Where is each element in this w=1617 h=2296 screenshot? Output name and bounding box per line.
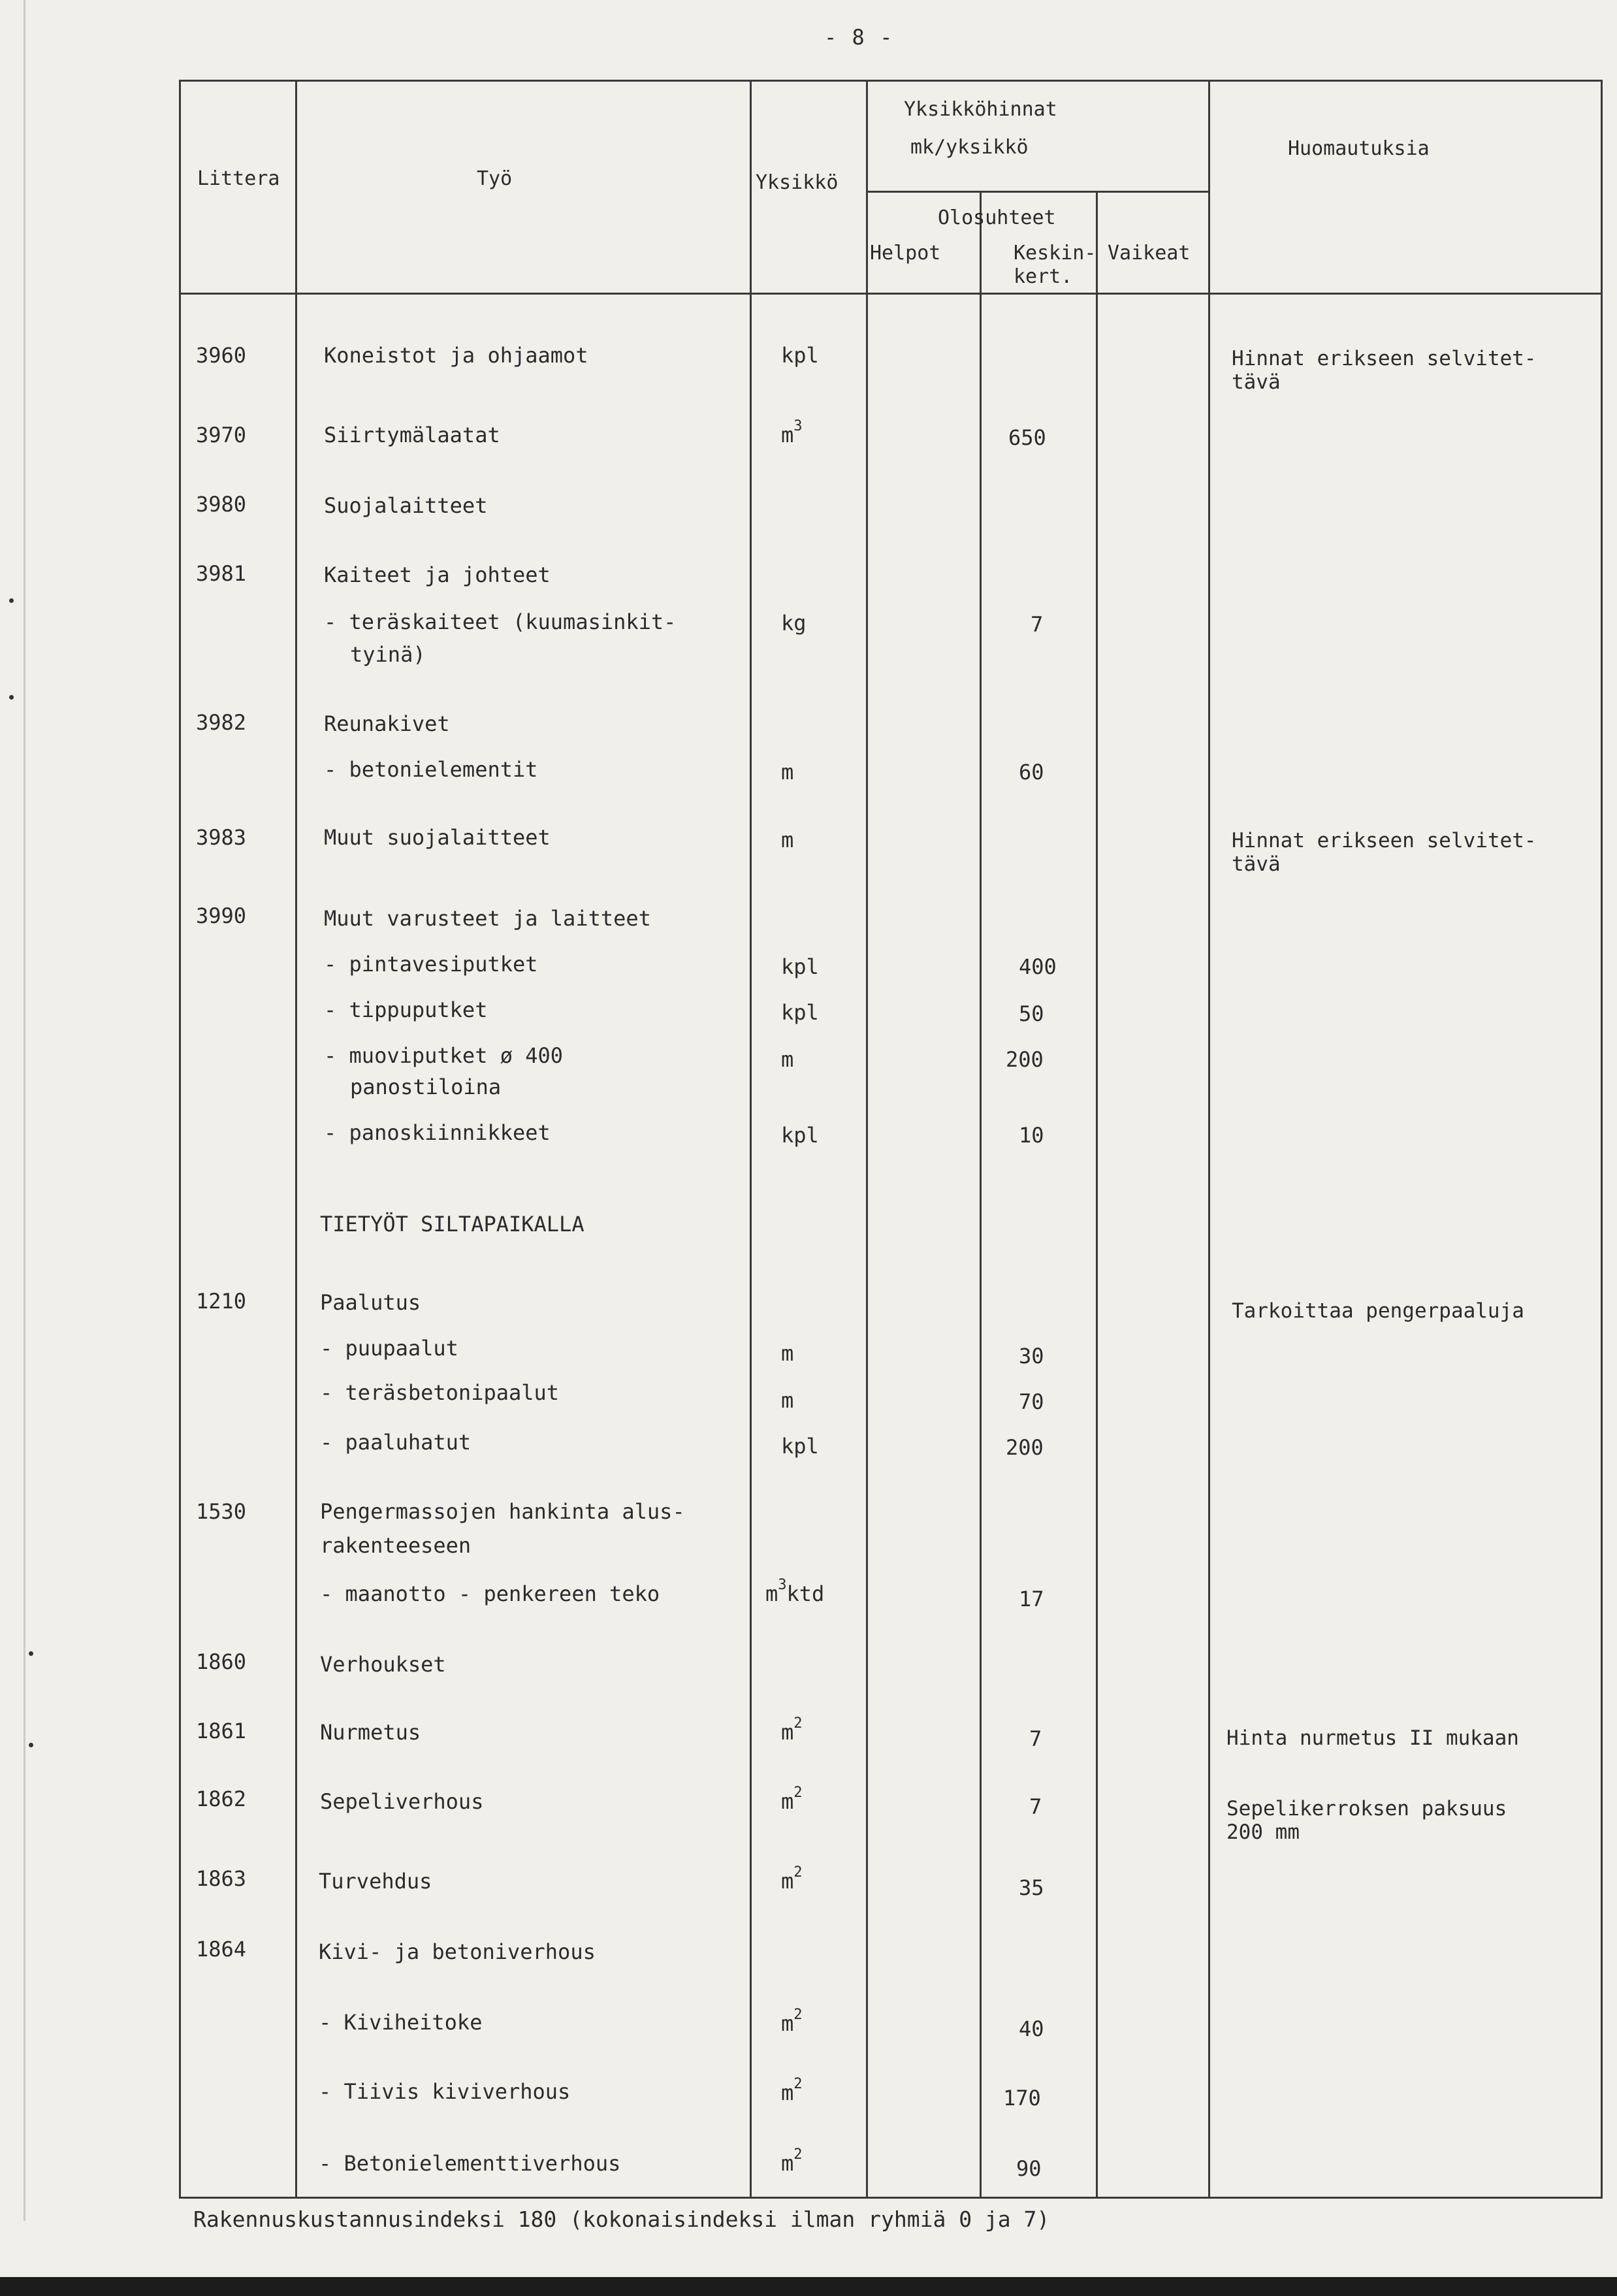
row-price: 35 xyxy=(1019,1875,1044,1900)
row-unit: $m^2$ xyxy=(781,2007,803,2036)
row-price: 200 xyxy=(1006,1047,1044,1072)
row-code: 3982 xyxy=(196,710,247,735)
header-tyo: Työ xyxy=(477,167,513,190)
row-work: Nurmetus xyxy=(320,1720,421,1745)
row-code: 3981 xyxy=(196,561,247,586)
row-unit: kpl xyxy=(781,343,819,368)
row-work: - panoskiinnikkeet xyxy=(324,1120,551,1145)
row-work: - teräskaiteet (kuumasinkit- xyxy=(324,609,677,634)
row-work: - muoviputket ø 400 xyxy=(324,1043,564,1068)
row-code: 3960 xyxy=(196,343,247,368)
row-note: Tarkoittaa pengerpaaluja xyxy=(1232,1299,1524,1323)
row-work: Kaiteet ja johteet xyxy=(324,562,551,587)
row-unit: $m^2$ xyxy=(781,1715,803,1745)
row-price: 17 xyxy=(1019,1587,1044,1611)
punch-mark xyxy=(29,1651,33,1656)
row-price: 70 xyxy=(1019,1389,1044,1414)
row-work: - Kiviheitoke xyxy=(319,2010,483,2035)
punch-mark xyxy=(29,1743,33,1747)
row-unit: m xyxy=(781,760,794,784)
row-work: - puupaalut xyxy=(320,1336,458,1361)
row-code: 1861 xyxy=(196,1719,247,1743)
header-yksikkohinnat: Yksikköhinnat xyxy=(904,98,1057,121)
row-work: - tippuputket xyxy=(324,997,488,1022)
row-unit: m xyxy=(781,1047,794,1072)
row-price: 60 xyxy=(1019,760,1044,784)
row-note: Hinnat erikseen selvitet- xyxy=(1232,829,1537,852)
row-price: 10 xyxy=(1019,1123,1044,1148)
row-price: 650 xyxy=(1008,425,1046,450)
row-work: - Betonielementtiverhous xyxy=(319,2151,621,2176)
row-code: 1863 xyxy=(196,1866,247,1891)
row-note: tävä xyxy=(1232,370,1281,394)
row-work: Verhoukset xyxy=(320,1652,446,1677)
row-work: - pintavesiputket xyxy=(324,952,538,977)
header-vaikeat: Vaikeat xyxy=(1108,242,1191,265)
row-work: Pengermassojen hankinta alus- xyxy=(320,1499,685,1524)
header-littera: Littera xyxy=(197,167,280,190)
row-unit: m xyxy=(781,1341,794,1366)
row-work: tyinä) xyxy=(350,642,426,667)
row-code: 3980 xyxy=(196,492,247,517)
row-unit: kpl xyxy=(781,1434,819,1459)
row-price: 7 xyxy=(1029,1726,1042,1751)
row-note: tävä xyxy=(1232,852,1281,876)
row-unit: $m^3ktd$ xyxy=(765,1577,825,1606)
row-work: Siirtymälaatat xyxy=(324,423,500,447)
header-yksikko: Yksikkö xyxy=(756,171,839,194)
row-work: Turvehdus xyxy=(319,1869,432,1894)
header-helpot: Helpot xyxy=(870,242,941,265)
row-price: 7 xyxy=(1031,612,1044,637)
row-price: 170 xyxy=(1003,2086,1041,2110)
row-note: 200 mm xyxy=(1226,1820,1300,1844)
header-kert: kert. xyxy=(1014,265,1073,288)
row-work: panostiloina xyxy=(350,1075,502,1099)
row-code: 3970 xyxy=(196,423,247,447)
row-work: Koneistot ja ohjaamot xyxy=(324,343,588,368)
row-work: - betonielementit xyxy=(324,757,538,782)
header-olosuhteet: Olosuhteet xyxy=(938,206,1056,229)
row-code: 3983 xyxy=(196,825,247,850)
row-price: 50 xyxy=(1019,1001,1044,1026)
row-note: Hinnat erikseen selvitet- xyxy=(1232,347,1537,370)
row-note: Sepelikerroksen paksuus xyxy=(1226,1797,1507,1820)
row-work: Kivi- ja betoniverhous xyxy=(319,1939,596,1964)
row-work: - maanotto - penkereen teko xyxy=(320,1581,660,1606)
row-code: 1864 xyxy=(196,1937,247,1962)
row-price: 7 xyxy=(1029,1794,1042,1819)
section-heading: TIETYÖT SILTAPAIKALLA xyxy=(320,1212,584,1237)
row-work: Muut varusteet ja laitteet xyxy=(324,906,651,931)
punch-mark xyxy=(9,695,14,700)
scan-edge xyxy=(24,0,25,2221)
row-code: 1862 xyxy=(196,1787,247,1811)
row-unit: $m^2$ xyxy=(781,1785,803,1814)
header-mk-yksikko: mk/yksikkö xyxy=(910,136,1029,159)
row-unit: m xyxy=(781,828,794,852)
row-work: Reunakivet xyxy=(324,711,450,736)
row-code: 1210 xyxy=(196,1289,247,1314)
row-code: 1860 xyxy=(196,1649,247,1674)
row-work: - paaluhatut xyxy=(320,1430,472,1455)
row-price: 200 xyxy=(1006,1435,1044,1460)
row-unit: kpl xyxy=(781,954,819,979)
row-note: Hinta nurmetus II mukaan xyxy=(1226,1726,1519,1750)
header-keskin: Keskin- xyxy=(1014,242,1097,265)
row-price: 40 xyxy=(1019,2016,1044,2041)
row-unit: kg xyxy=(781,611,807,636)
row-unit: $m^2$ xyxy=(781,2146,803,2176)
row-price: 400 xyxy=(1019,954,1057,979)
footer-note: Rakennuskustannusindeksi 180 (kokonaisindeksi ilman ryhmiä 0 ja 7) xyxy=(193,2207,1050,2232)
row-work: Sepeliverhous xyxy=(320,1789,484,1814)
row-code: 1530 xyxy=(196,1499,247,1524)
row-work: - Tiivis kiviverhous xyxy=(319,2079,571,2104)
row-unit: $m^3$ xyxy=(781,418,803,447)
row-unit: $m^2$ xyxy=(781,1864,803,1894)
punch-mark xyxy=(9,598,14,603)
row-unit: kpl xyxy=(781,1000,819,1025)
row-price: 90 xyxy=(1016,2156,1042,2181)
row-work: rakenteeseen xyxy=(320,1533,472,1558)
row-work: - teräsbetonipaalut xyxy=(320,1380,560,1405)
row-work: Muut suojalaitteet xyxy=(324,825,551,850)
scan-border xyxy=(0,2277,1617,2296)
row-unit: m xyxy=(781,1388,794,1413)
row-work: Suojalaitteet xyxy=(324,493,488,518)
page-number: - 8 - xyxy=(824,25,894,50)
row-price: 30 xyxy=(1019,1344,1044,1368)
row-unit: kpl xyxy=(781,1123,819,1148)
header-huomautuksia: Huomautuksia xyxy=(1288,137,1430,160)
row-work: Paalutus xyxy=(320,1290,421,1315)
row-unit: $m^2$ xyxy=(781,2076,803,2105)
row-code: 3990 xyxy=(196,903,247,928)
